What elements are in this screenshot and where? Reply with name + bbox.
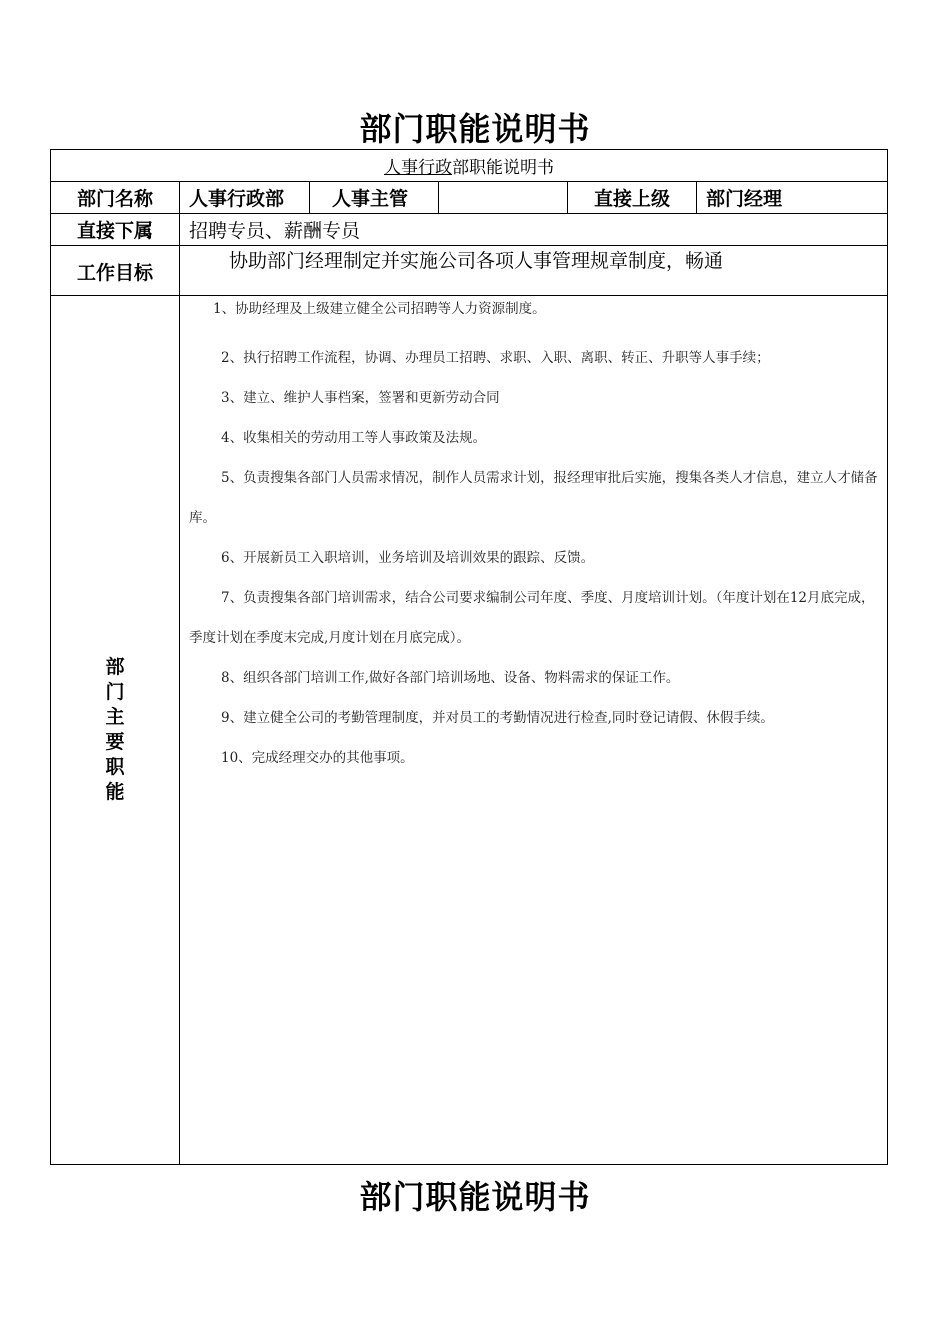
subordinate-label: 直接下属: [76, 220, 153, 242]
duty-item: 9、建立健全公司的考勤管理制度，并对员工的考勤情况进行检查,同时登记请假、休假手续。: [221, 710, 774, 726]
subtitle-suffix: 部职能说明书: [452, 158, 554, 178]
page-title-bottom: 部门职能说明书: [359, 1178, 591, 1216]
dept-name-label: 部门名称: [76, 188, 153, 210]
duty-item: 3、建立、维护人事档案，签署和更新劳动合同: [221, 390, 500, 406]
duties-list: [189, 298, 883, 778]
duty-item: 4、收集相关的劳动用工等人事政策及法规。: [221, 430, 487, 446]
superior-value: 部门经理: [706, 188, 783, 210]
goal-label: 工作目标: [76, 262, 153, 284]
duties-label-cell: [51, 296, 179, 1164]
superior-label: 直接上级: [593, 188, 670, 210]
page-title: 部门职能说明书: [359, 110, 591, 148]
duties-label: 部门主要职能: [105, 656, 125, 803]
subtitle-department: 人事行政: [384, 158, 452, 178]
form-subtitle: [51, 150, 887, 181]
dept-name-value: 人事行政部: [189, 188, 285, 210]
position-value: 人事主管: [332, 188, 409, 210]
duty-item: 1、协助经理及上级建立健全公司招聘等人力资源制度。: [213, 301, 546, 317]
duty-form-table: [50, 149, 888, 1165]
goal-value: 协助部门经理制定并实施公司各项人事管理规章制度，畅通: [229, 250, 724, 272]
subordinate-value: 招聘专员、薪酬专员: [189, 220, 361, 242]
duty-item: 7、负责搜集各部门培训需求，结合公司要求编制公司年度、季度、月度培训计划。（年度计划在12月底完成，季度计划在季度末完成,月度计划在月底完成）。: [189, 590, 875, 646]
divider: [179, 181, 180, 1164]
duty-item: 5、负责搜集各部门人员需求情况，制作人员需求计划，报经理审批后实施，搜集各类人才信息，建立人才储备库。: [189, 470, 878, 526]
duty-item: 2、执行招聘工作流程，协调、办理员工招聘、求职、入职、离职、转正、升职等人事手续；: [221, 350, 770, 366]
blank-cell: [439, 182, 567, 213]
duty-item: 8、组织各部门培训工作,做好各部门培训场地、设备、物料需求的保证工作。: [221, 670, 680, 686]
duty-item: 6、开展新员工入职培训，业务培训及培训效果的跟踪、反馈。: [221, 550, 595, 566]
duty-item: 10、完成经理交办的其他事项。: [221, 750, 414, 766]
